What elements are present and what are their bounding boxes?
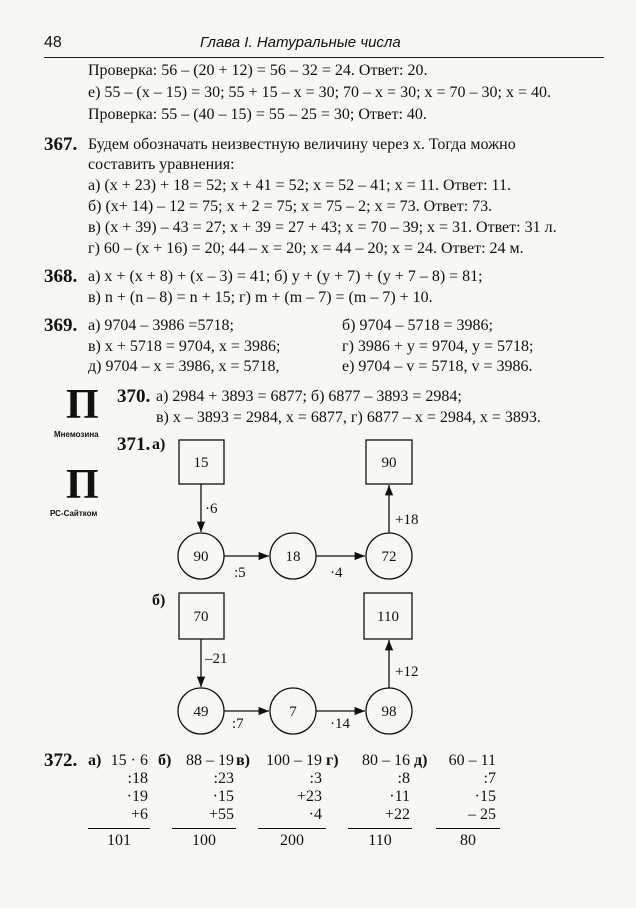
diagram-b-op-2: :7 bbox=[232, 716, 244, 732]
problem-369-e: е) 9704 – v = 5718, v = 3986. bbox=[342, 358, 533, 375]
problem-368-line-2: в) n + (n – 8) = n + 15; г) m + (m – 7) = (m – 7) + 10. bbox=[88, 289, 433, 306]
problem-372-d-line-3: ·15 bbox=[474, 788, 496, 805]
diagram-b-start-value: 70 bbox=[193, 609, 209, 625]
problem-372-g-sum-line bbox=[348, 828, 412, 829]
diagram-b-op-3: ·14 bbox=[330, 716, 350, 732]
problem-372-v-label: в) bbox=[236, 752, 250, 769]
problem-372-v-line-1: 100 – 19 bbox=[266, 752, 322, 769]
problem-372-d-sum-line bbox=[436, 828, 500, 829]
problem-367-intro-1: Будем обозначать неизвестную величину через х. Тогда можно bbox=[88, 136, 516, 153]
problem-368-line-1: а) х + (х + 8) + (х – 3) = 41; б) у + (у + 7) + (у + 7 – 8) = 81; bbox=[88, 268, 483, 285]
diagram-b-op-4: +12 bbox=[395, 664, 419, 680]
problem-371-number: 371. bbox=[117, 434, 151, 455]
problem-372-d-column bbox=[434, 752, 496, 824]
prev-solution-e: е) 55 – (х – 15) = 30; 55 + 15 – х = 30; 70 – х = 30; х = 70 – 30; х = 40. bbox=[88, 84, 552, 101]
problem-372-a-line-3: ·19 bbox=[126, 788, 148, 805]
diagram-a-circle-1-value: 90 bbox=[193, 549, 209, 565]
prev-check-line: Проверка: 56 – (20 + 12) = 56 – 32 = 24. Ответ: 20. bbox=[88, 62, 428, 79]
publisher-caption-mnemozina: Мнемозина bbox=[54, 430, 99, 439]
diagram-a-op-4: +18 bbox=[395, 512, 419, 528]
diagram-a-circle-2-value: 18 bbox=[285, 549, 301, 565]
problem-367-intro-2: составить уравнения: bbox=[88, 156, 235, 173]
diagram-b-circle-3-value: 98 bbox=[381, 704, 397, 720]
problem-372-a-sum-line bbox=[88, 828, 150, 829]
problem-369-g: г) 3986 + у = 9704, у = 5718; bbox=[342, 338, 534, 355]
problem-372-b-result: 100 bbox=[192, 832, 216, 849]
problem-370-line-1: а) 2984 + 3893 = 6877; б) 6877 – 3893 = 2984; bbox=[156, 388, 462, 405]
problem-372-d-line-1: 60 – 11 bbox=[448, 752, 496, 769]
problem-372-a-line-4: +6 bbox=[130, 806, 148, 823]
problem-372-v-line-3: +23 bbox=[296, 788, 322, 805]
diagram-a-end-value: 90 bbox=[381, 455, 397, 471]
problem-372-v-result: 200 bbox=[280, 832, 304, 849]
problem-370-number: 370. bbox=[117, 386, 151, 407]
problem-372-b-sum-line bbox=[172, 828, 236, 829]
problem-372-g-line-3: ·11 bbox=[389, 788, 410, 805]
publisher-mark-rs-saytkom: П bbox=[66, 462, 99, 508]
problem-372-b-line-2: :23 bbox=[213, 770, 234, 787]
problem-367-b: б) (х+ 14) – 12 = 75; х + 2 = 75; х = 75 – 2; х = 73. Ответ: 73. bbox=[88, 198, 493, 215]
problem-372-g-label: г) bbox=[326, 752, 339, 769]
diagram-b-end-value: 110 bbox=[377, 609, 399, 625]
problem-367-g: г) 60 – (х + 16) = 20; 44 – х = 20; х = 44 – 20; х = 24. Ответ: 24 м. bbox=[88, 240, 524, 257]
problem-371-b-label: б) bbox=[152, 592, 166, 609]
diagram-a-circle-3-value: 72 bbox=[381, 549, 397, 565]
diagram-a-op-3: ·4 bbox=[330, 565, 343, 581]
problem-370-line-2: в) х – 3893 = 2984, х = 6877, г) 6877 – х = 2984, х = 3893. bbox=[156, 409, 541, 426]
diagram-a-op-2: :5 bbox=[234, 565, 246, 581]
problem-372-v-sum-line bbox=[258, 828, 326, 829]
problem-372-v-column bbox=[256, 752, 322, 824]
problem-367-a: а) (х + 23) + 18 = 52; х + 41 = 52; х = 52 – 41; х = 11. Ответ: 11. bbox=[88, 177, 511, 194]
problem-369-d: д) 9704 – х = 3986, х = 5718, bbox=[88, 358, 280, 375]
problem-371-a-label: а) bbox=[152, 436, 166, 453]
problem-372-a-result: 101 bbox=[107, 832, 131, 849]
problem-372-a-line-1: 15 · 6 bbox=[110, 752, 148, 769]
problem-372-d-result: 80 bbox=[460, 832, 476, 849]
problem-372-a-column bbox=[104, 752, 148, 824]
diagram-b-circle-1-value: 49 bbox=[193, 704, 209, 720]
problem-372-d-line-4: – 25 bbox=[468, 806, 496, 823]
publisher-mark-mnemozina: П bbox=[66, 382, 99, 428]
problem-369-b: б) 9704 – 5718 = 3986; bbox=[342, 317, 493, 334]
publisher-caption-rs-saytkom: РС-Сайтком bbox=[50, 509, 98, 518]
problem-372-v-line-2: :3 bbox=[309, 770, 322, 787]
problem-367-number: 367. bbox=[44, 134, 78, 155]
problem-372-g-line-1: 80 – 16 bbox=[362, 752, 410, 769]
diagram-a-start-value: 15 bbox=[193, 455, 209, 471]
diagram-a-op-1: ·6 bbox=[205, 501, 218, 517]
page-number: 48 bbox=[44, 34, 62, 51]
problem-372-b-line-1: 88 – 19 bbox=[186, 752, 234, 769]
problem-372-number: 372. bbox=[44, 750, 78, 771]
problem-372-a-label: а) bbox=[88, 752, 102, 769]
problem-369-number: 369. bbox=[44, 315, 78, 336]
prev-check-e: Проверка: 55 – (40 – 15) = 55 – 25 = 30; Ответ: 40. bbox=[88, 106, 427, 123]
diagram-b-op-1: –21 bbox=[205, 651, 228, 667]
problem-372-v-line-4: ·4 bbox=[308, 806, 322, 823]
running-head: Глава I. Натуральные числа bbox=[200, 34, 401, 51]
problem-372-g-line-4: +22 bbox=[384, 806, 410, 823]
problem-372-d-label: д) bbox=[414, 752, 428, 769]
problem-369-v: в) х + 5718 = 9704, х = 3986; bbox=[88, 338, 281, 355]
problem-368-number: 368. bbox=[44, 266, 78, 287]
problem-372-g-line-2: :8 bbox=[397, 770, 410, 787]
problem-372-b-label: б) bbox=[158, 752, 172, 769]
problem-369-a: а) 9704 – 3986 =5718; bbox=[88, 317, 234, 334]
problem-372-b-column bbox=[176, 752, 234, 824]
problem-372-b-line-3: ·15 bbox=[212, 788, 234, 805]
problem-367-v: в) (х + 39) – 43 = 27; х + 39 = 27 + 43; х = 70 – 39; х = 31. Ответ: 31 л. bbox=[88, 219, 557, 236]
problem-372-b-line-4: +55 bbox=[208, 806, 234, 823]
diagram-b-circle-2-value: 7 bbox=[289, 704, 297, 720]
problem-372-d-line-2: :7 bbox=[483, 770, 496, 787]
problem-372-g-column bbox=[346, 752, 410, 824]
problem-372-g-result: 110 bbox=[368, 832, 392, 849]
problem-372-a-line-2: :18 bbox=[127, 770, 148, 787]
